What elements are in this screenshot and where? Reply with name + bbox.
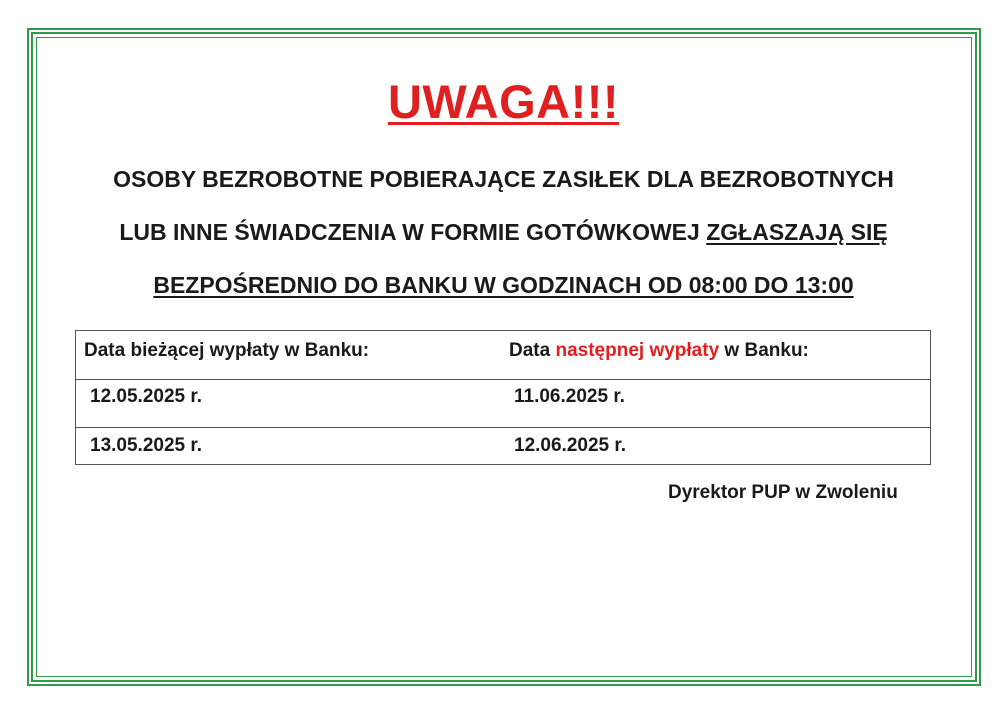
notice-line-3 bbox=[0, 272, 1007, 299]
row-1-next-date: 11.06.2025 r. bbox=[514, 386, 625, 407]
notice-line-1: OSOBY BEZROBOTNE POBIERAJĄCE ZASIŁEK DLA BEZROBOTNYCH bbox=[113, 166, 894, 192]
notice-line-3-emphasis: BEZPOŚREDNIO DO BANKU W GODZINACH OD 08:00 DO 13:00 bbox=[153, 272, 854, 298]
notice-line-2 bbox=[0, 219, 1007, 246]
header-next-prefix: Data bbox=[509, 340, 556, 361]
notice-line-2-emphasis: ZGŁASZAJĄ SIĘ bbox=[706, 219, 888, 245]
payment-dates-table bbox=[75, 330, 931, 465]
table-row-divider bbox=[76, 427, 930, 428]
signature: Dyrektor PUP w Zwoleniu bbox=[668, 482, 898, 503]
row-2-current-date: 13.05.2025 r. bbox=[90, 435, 202, 456]
header-next-suffix: w Banku: bbox=[719, 340, 809, 361]
header-current-payment: Data bieżącej wypłaty w Banku: bbox=[84, 340, 370, 361]
header-next-highlight: następnej wypłaty bbox=[555, 340, 720, 361]
row-1-current-date: 12.05.2025 r. bbox=[90, 386, 202, 407]
header-next-payment bbox=[509, 340, 809, 362]
notice-title: UWAGA!!! bbox=[387, 75, 620, 128]
notice-line-2-text: LUB INNE ŚWIADCZENIA W FORMIE GOTÓWKOWEJ bbox=[119, 219, 707, 245]
row-2-next-date: 12.06.2025 r. bbox=[514, 435, 626, 456]
table-row-divider bbox=[76, 379, 930, 380]
